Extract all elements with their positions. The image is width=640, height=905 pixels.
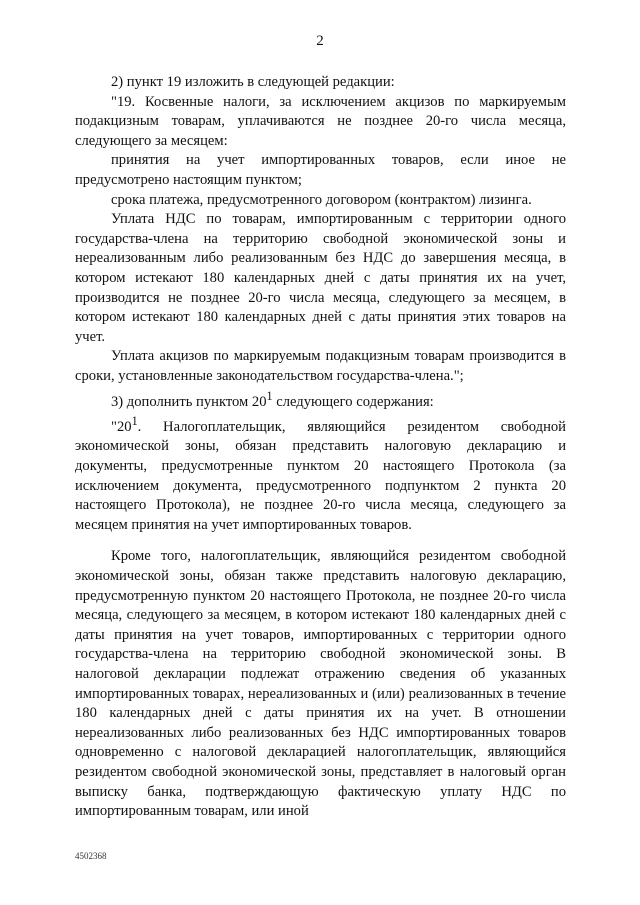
paragraph-excise-payment: Уплата акцизов по маркируемым подакцизным товарам производится в сроки, установленные законодательством государства-члена."; bbox=[75, 348, 566, 384]
item-20-1-number: "20 bbox=[111, 418, 132, 435]
paragraph-amendment-3 bbox=[75, 387, 566, 412]
document-code: 4502368 bbox=[75, 851, 107, 861]
paragraph-item-19: "19. Косвенные налоги, за исключением акцизов по маркируемым подакцизным товарам, уплачиваются не позднее 20-го числа месяца, следующего за месяцем: bbox=[75, 93, 566, 149]
item-20-1-superscript: 1 bbox=[131, 413, 138, 428]
paragraph-vat-payment: Уплата НДС по товарам, импортированным с территории одного государства-члена на территорию свободной экономической зоны и нереализованным либо реализованным без НДС до завершения месяца, в котором истекают 180 календарных дней с даты принятия их на учет, производится не позднее 20-го числа месяца, следующего за месяцем, в котором истекают 180 календарных дней с даты принятия этих товаров на учет. bbox=[75, 211, 566, 345]
amendment-3-tail: следующего содержания: bbox=[276, 393, 434, 410]
superscript-marker: 1 bbox=[266, 388, 273, 403]
amendment-3-lead: 3) дополнить пунктом 20 bbox=[111, 393, 267, 410]
paragraph-amendment-2: 2) пункт 19 изложить в следующей редакции: bbox=[111, 74, 395, 90]
paragraph-additionally: Кроме того, налогоплательщик, являющийся резидентом свободной экономической зоны, обязан также представить налоговую декларацию, предусмотренную пунктом 20 настоящего Протокола, не позднее 20-го числа месяца, следующего за месяцем, в котором истекают 180 календарных дней с даты принятия на учет товаров, импортированных с территории одного государства-члена на территорию свободной экономической зоны. В налоговой декларации подлежат отражению сведения об указанных импортированных товарах, нереализованных и (или) реализованных в течение 180 календарных дней с даты принятия их на учет. В отношении нереализованных либо реализованных без НДС импортированных товаров одновременно с налоговой декларацией налогоплательщик, являющийся резидентом свободной экономической зоны, представляет в налоговый орган выписку банка, подтверждающую фактическую уплату НДС по импортированным товарам, или иной bbox=[75, 548, 566, 820]
item-20-1-text: . Налогоплательщик, являющийся резидентом свободной экономической зоны, обязан представить налоговую декларацию и документы, предусмотренные пунктом 20 настоящего Протокола (за исключением документа, предусмотренного подпунктом 2 пункта 20 настоящего Протокола), не позднее 20-го числа месяца, следующего за месяцем принятия на учет импортированных товаров. bbox=[75, 418, 566, 533]
paragraph-leasing-term: срока платежа, предусмотренного договором (контрактом) лизинга. bbox=[111, 191, 532, 208]
paragraph-import-acceptance: принятия на учет импортированных товаров, если иное не предусмотрено настоящим пунктом; bbox=[75, 152, 566, 188]
document-body bbox=[75, 73, 566, 822]
paragraph-item-20-1 bbox=[75, 412, 566, 535]
page-number: 2 bbox=[316, 33, 324, 49]
